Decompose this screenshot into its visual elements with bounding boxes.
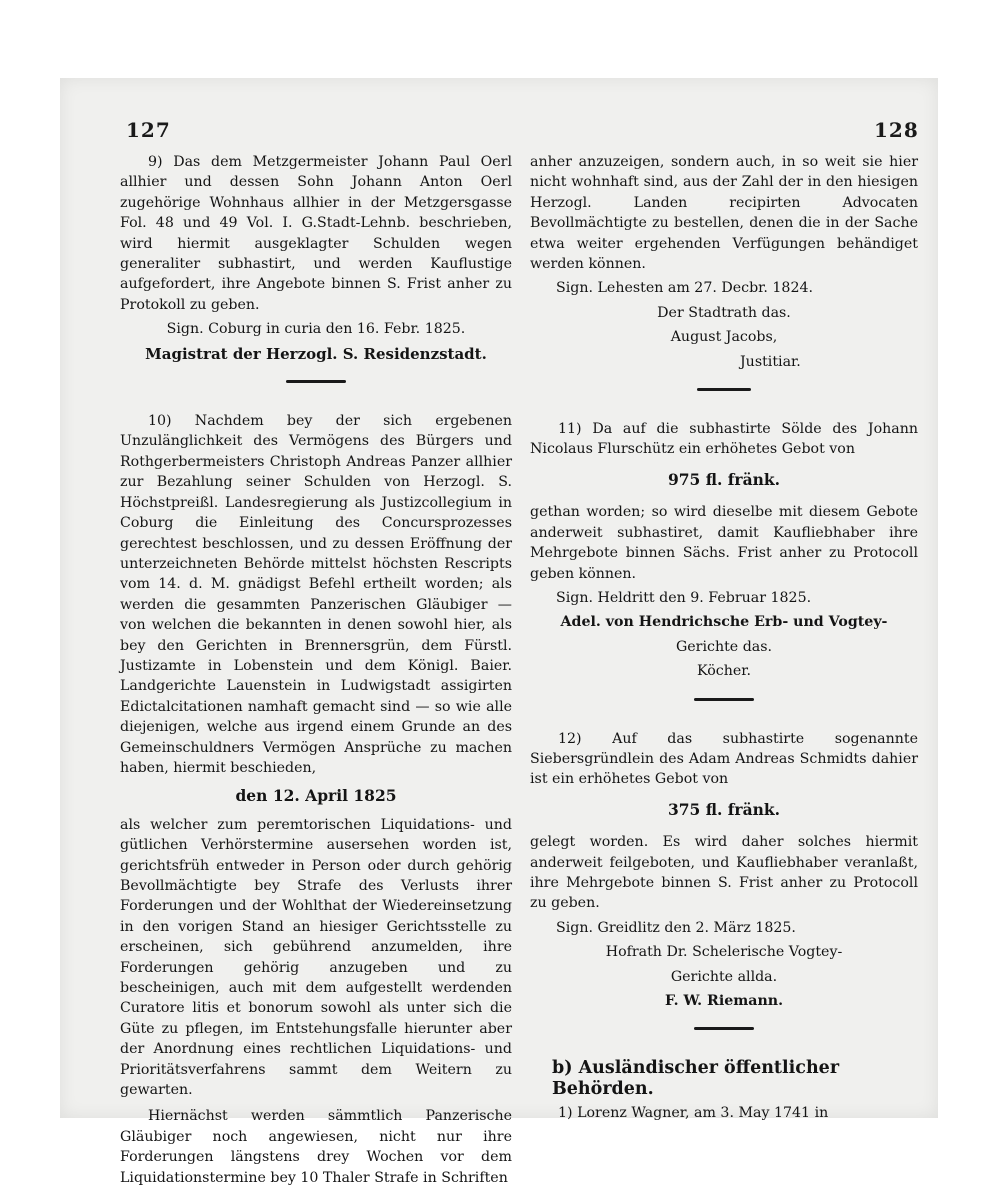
entry-10-authority: Der Stadtrath das. (657, 304, 791, 321)
entry-11-amount: 975 fl. fränk. (667, 469, 781, 489)
entry-11-authority-2: Gerichte das. (675, 638, 773, 655)
entry-12-text: 12) Auf das subhastirte sogenannte Siebersgründlein des Adam Andreas Schmidts dahier ist ein erhöhetes Gebot von (530, 730, 918, 788)
entry-12-signature: Sign. Greidlitz den 2. März 1825. (556, 919, 796, 936)
entry-10-date: den 12. April 1825 (235, 786, 397, 806)
page-number-right: 128 (874, 118, 919, 142)
entry-10-role: Justitiar. (740, 353, 801, 370)
entry-11-text: 11) Da auf die subhastirte Sölde des Johann Nicolaus Flurschütz ein erhöhetes Gebot von (530, 421, 918, 458)
left-column (120, 152, 512, 1188)
entry-9-authority: Magistrat der Herzogl. S. Residenzstadt. (145, 344, 487, 363)
entry-10-end-text: anher anzuzeigen, sondern auch, in so weit sie hier nicht wohnhaft sind, aus der Zahl der in den hiesigen Herzogl. Landen recipirten Advocaten Bevollmächtigte zu bestellen, denen die in der Sache etwa weiter ergehenden Verfügungen behändiget werden können. (530, 154, 918, 273)
entry-11-continuation: gethan worden; so wird dieselbe mit diesem Gebote anderweit subhastiret, damit Kaufliebhaber ihre Mehrgebote binnen Sächs. Frist anher zu Protocoll geben können. (530, 504, 918, 582)
entry-10-person: August Jacobs, (670, 329, 778, 346)
divider (694, 698, 754, 701)
entry-12-amount: 375 fl. fränk. (667, 799, 781, 819)
entry-9-signature: Sign. Coburg in curia den 16. Febr. 1825. (166, 321, 466, 338)
entry-10-continuation: als welcher zum peremtorischen Liquidations- und gütlichen Verhörstermine ausersehen worden ist, gerichtsfrüh entweder in Person oder durch gehörig Bevollmächtigte bey Strafe des Verlusts ihrer Forderungen und der Wohlthat der Wiedereinsetzung in den vorigen Stand an hiesiger Gerichtsstelle zu erscheinen, sich gebührend anzumelden, ihre Forderungen gehörig anzugeben und zu bescheinigen, auch mit dem aufgestellt werdenden Curatore litis et bonorum sowohl als unter sich die Güte zu pflegen, im Entstehungsfalle hierunter aber der Anordnung eines rechtlichen Liquidations- und Prioritätsverfahrens sammt dem Weitern zu gewarten. (120, 816, 512, 1099)
entry-11-signature: Sign. Heldritt den 9. Februar 1825. (556, 589, 812, 606)
entry-10-signature: Sign. Lehesten am 27. Decbr. 1824. (556, 280, 814, 297)
entry-11-authority: Adel. von Hendrichsche Erb- und Vogtey- (560, 614, 888, 631)
entry-9-text: 9) Das dem Metzgermeister Johann Paul Oerl allhier und dessen Sohn Johann Anton Oerl zugehörige Wohnhaus allhier in der Metzgersgasse Fol. 48 und 49 Vol. I. G.Stadt-Lehnb. beschrieben, wird hiermit ausgeklagter Schulden wegen generaliter subhastirt, und werden Kauflustige aufgefordert, ihre Angebote binnen S. Frist anher zu Protokoll zu geben. (120, 154, 512, 313)
divider (286, 380, 346, 383)
divider (697, 388, 751, 391)
entry-10-text: 10) Nachdem bey der sich ergebenen Unzulänglichkeit des Vermögens des Bürgers und Rothgerbermeisters Christoph Andreas Panzer allhier zur Bezahlung seiner Schulden von Herzogl. S. Höchstpreißl. Landesregierung als Justizcollegium in Coburg die Einleitung des Concursprozesses gerechtest beschlossen, und zu dessen Eröffnung der unterzeichneten Behörde mittelst höchsten Rescripts vom 14. d. M. gnädigst Befehl ertheilt worden; als werden die gesammten Panzerischen Gläubiger — von welchen die bekannten in denen sowohl hier, als bey den Gerichten in Brennersgrün, dem Fürstl. Justizamte in Lobenstein und dem Königl. Baier. Landgerichte Lauenstein in Ludwigstadt assigirten Edictalcitationen namhaft gemacht sind — so wie alle diejenigen, welche aus irgend einem Grunde an des Gemeinschuldners Vermögen Ansprüche zu machen haben, hiermit beschieden, (120, 413, 512, 776)
entry-10-notice: Hiernächst werden sämmtlich Panzerische Gläubiger noch angewiesen, nicht nur ihre Forderungen längstens drey Wochen vor dem Liquidationstermine bey 10 Thaler Strafe in Schriften (120, 1108, 512, 1186)
section-b-heading: b) Ausländischer öffentlicher Behörden. (552, 1058, 840, 1099)
divider (694, 1027, 754, 1030)
entry-12-continuation: gelegt worden. Es wird daher solches hiermit anderweit feilgeboten, und Kaufliebhaber veranlaßt, ihre Mehrgebote binnen S. Frist anher zu Protocoll zu geben. (530, 834, 918, 912)
page-number-left: 127 (126, 118, 171, 142)
entry-12-authority-2: Gerichte allda. (670, 968, 778, 985)
right-column (530, 152, 918, 1124)
section-b-first-entry: 1) Lorenz Wagner, am 3. May 1741 in (558, 1105, 829, 1122)
entry-12-person: F. W. Riemann. (664, 993, 784, 1009)
entry-12-authority: Hofrath Dr. Schelerische Vogtey- (605, 944, 843, 961)
entry-11-person: Köcher. (697, 663, 751, 680)
